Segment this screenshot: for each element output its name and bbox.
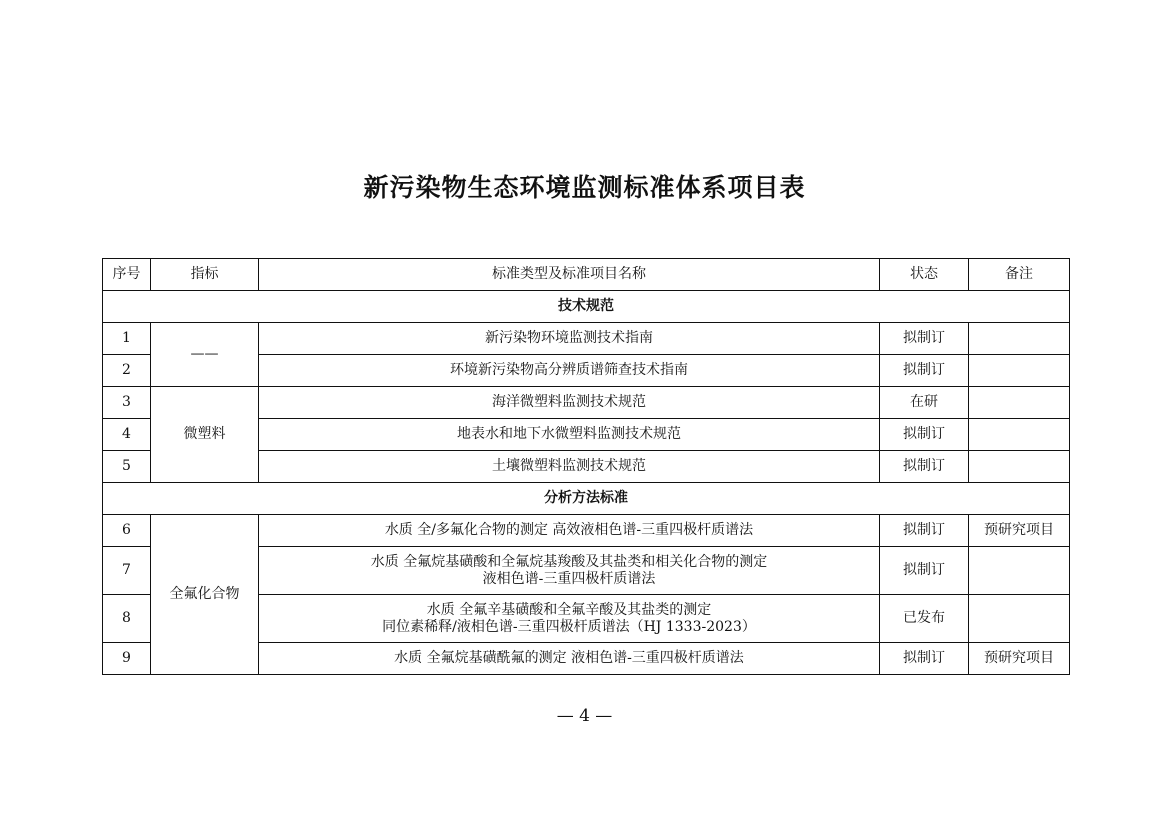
row-note: [969, 547, 1070, 595]
row-indicator: 全氟化合物: [151, 515, 259, 675]
row-indicator: 微塑料: [151, 387, 259, 483]
row-standard-name: 环境新污染物高分辨质谱筛查技术指南: [259, 355, 880, 387]
table-row: [103, 387, 1070, 419]
row-indicator: ——: [151, 323, 259, 387]
header-note: 备注: [969, 259, 1070, 291]
row-no: 1: [103, 323, 151, 355]
row-status: 拟制订: [880, 547, 969, 595]
table-row: [103, 323, 1070, 355]
row-standard-name: 新污染物环境监测技术指南: [259, 323, 880, 355]
row-status: 在研: [880, 387, 969, 419]
section-row-technical-spec: [103, 291, 1070, 323]
standards-table: [102, 258, 1070, 675]
header-status: 状态: [880, 259, 969, 291]
section-row-analysis-method: [103, 483, 1070, 515]
row-note: 预研究项目: [969, 515, 1070, 547]
standard-name-line: 水质 全氟辛基磺酸和全氟辛酸及其盐类的测定: [426, 601, 712, 618]
row-status: 拟制订: [880, 451, 969, 483]
row-standard-name: 海洋微塑料监测技术规范: [259, 387, 880, 419]
row-note: [969, 451, 1070, 483]
row-status: 拟制订: [880, 323, 969, 355]
row-note: [969, 323, 1070, 355]
row-note: [969, 355, 1070, 387]
table-header-row: [103, 259, 1070, 291]
row-standard-name: [259, 595, 880, 643]
table-row: [103, 515, 1070, 547]
row-no: 9: [103, 643, 151, 675]
row-no: 8: [103, 595, 151, 643]
row-note: [969, 387, 1070, 419]
row-no: 7: [103, 547, 151, 595]
row-no: 2: [103, 355, 151, 387]
header-indicator: 指标: [151, 259, 259, 291]
page-number: — 4 —: [556, 706, 613, 726]
row-standard-name: 水质 全氟烷基磺酰氟的测定 液相色谱-三重四极杆质谱法: [259, 643, 880, 675]
row-standard-name: 地表水和地下水微塑料监测技术规范: [259, 419, 880, 451]
row-status: 已发布: [880, 595, 969, 643]
row-no: 6: [103, 515, 151, 547]
header-standard-name: 标准类型及标准项目名称: [259, 259, 880, 291]
row-note: [969, 595, 1070, 643]
standard-name-line: 水质 全氟烷基磺酸和全氟烷基羧酸及其盐类和相关化合物的测定: [370, 553, 768, 570]
row-status: 拟制订: [880, 355, 969, 387]
row-no: 3: [103, 387, 151, 419]
row-status: 拟制订: [880, 643, 969, 675]
row-standard-name: [259, 547, 880, 595]
row-note: [969, 419, 1070, 451]
standard-name-line: 同位素稀释/液相色谱-三重四极杆质谱法（HJ 1333-2023）: [382, 618, 756, 635]
row-no: 5: [103, 451, 151, 483]
row-no: 4: [103, 419, 151, 451]
section-label: 分析方法标准: [103, 483, 1070, 515]
standard-name-line: 液相色谱-三重四极杆质谱法: [482, 570, 656, 587]
row-note: 预研究项目: [969, 643, 1070, 675]
row-standard-name: 土壤微塑料监测技术规范: [259, 451, 880, 483]
row-status: 拟制订: [880, 419, 969, 451]
header-no: 序号: [103, 259, 151, 291]
row-standard-name: 水质 全/多氟化合物的测定 高效液相色谱-三重四极杆质谱法: [259, 515, 880, 547]
row-status: 拟制订: [880, 515, 969, 547]
section-label: 技术规范: [103, 291, 1070, 323]
document-title: 新污染物生态环境监测标准体系项目表: [363, 173, 806, 202]
